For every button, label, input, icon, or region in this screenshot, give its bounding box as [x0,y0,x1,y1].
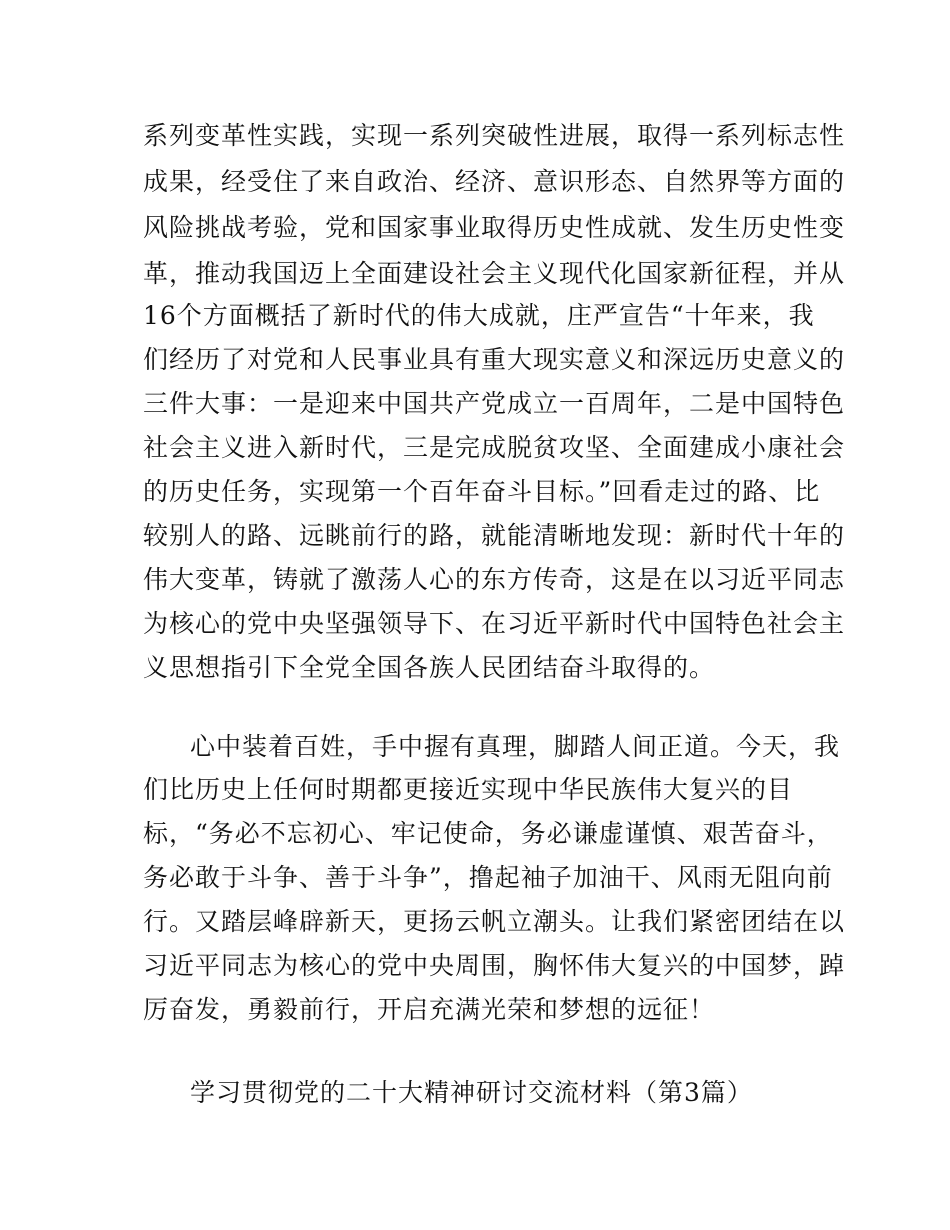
paragraph-1-line-7: 三件大事：一是迎来中国共产党成立一百周年，二是中国特色 [143,389,846,418]
paragraph-1-line-10: 较别人的路、远眺前行的路，就能清晰地发现：新时代十年的 [143,521,846,550]
paragraph-1-line-11: 伟大变革，铸就了激荡人心的东方传奇，这是在以习近平同志 [143,565,846,594]
paragraph-1-line-3: 风险挑战考验，党和国家事业取得历史性成就、发生历史性变 [143,213,846,242]
paragraph-1-line-8: 社会主义进入新时代，三是完成脱贫攻坚、全面建成小康社会 [143,433,846,462]
paragraph-2-line-3: 标，“务必不忘初心、牢记使命，务必谦虚谨慎、艰苦奋斗， [143,819,833,848]
paragraph-2-line-4: 务必敢于斗争、善于斗争”，撸起袖子加油干、风雨无阻向前 [143,863,833,892]
paragraph-2-line-2: 们比历史上任何时期都更接近实现中华民族伟大复兴的目 [143,775,794,804]
paragraph-1-line-13: 义思想指引下全党全国各族人民团结奋斗取得的。 [143,653,716,682]
paragraph-2-line-1: 心中装着百姓，手中握有真理，脚踏人间正道。今天，我 [190,732,841,761]
section-heading: 学习贯彻党的二十大精神研讨交流材料（第3篇） [190,1078,753,1107]
paragraph-2-line-6: 习近平同志为核心的党中央周围，胸怀伟大复兴的中国梦，踔 [143,951,846,980]
paragraph-2-line-5: 行。又踏层峰辟新天，更扬云帆立潮头。让我们紧密团结在以 [143,907,846,936]
paragraph-1-line-9: 的历史任务，实现第一个百年奋斗目标。”回看走过的路、比 [143,477,821,506]
paragraph-1-line-6: 们经历了对党和人民事业具有重大现实意义和深远历史意义的 [143,345,846,374]
paragraph-1-line-4: 革，推动我国迈上全面建设社会主义现代化国家新征程，并从 [143,259,846,288]
paragraph-1-line-12: 为核心的党中央坚强领导下、在习近平新时代中国特色社会主 [143,609,846,638]
paragraph-2-line-7: 厉奋发，勇毅前行，开启充满光荣和梦想的远征！ [143,995,716,1024]
paragraph-1-line-1: 系列变革性实践，实现一系列突破性进展，取得一系列标志性 [143,121,846,150]
paragraph-1-line-5: 16个方面概括了新时代的伟大成就，庄严宣告“十年来，我 [143,301,815,330]
paragraph-1-line-2: 成果，经受住了来自政治、经济、意识形态、自然界等方面的 [143,167,846,196]
